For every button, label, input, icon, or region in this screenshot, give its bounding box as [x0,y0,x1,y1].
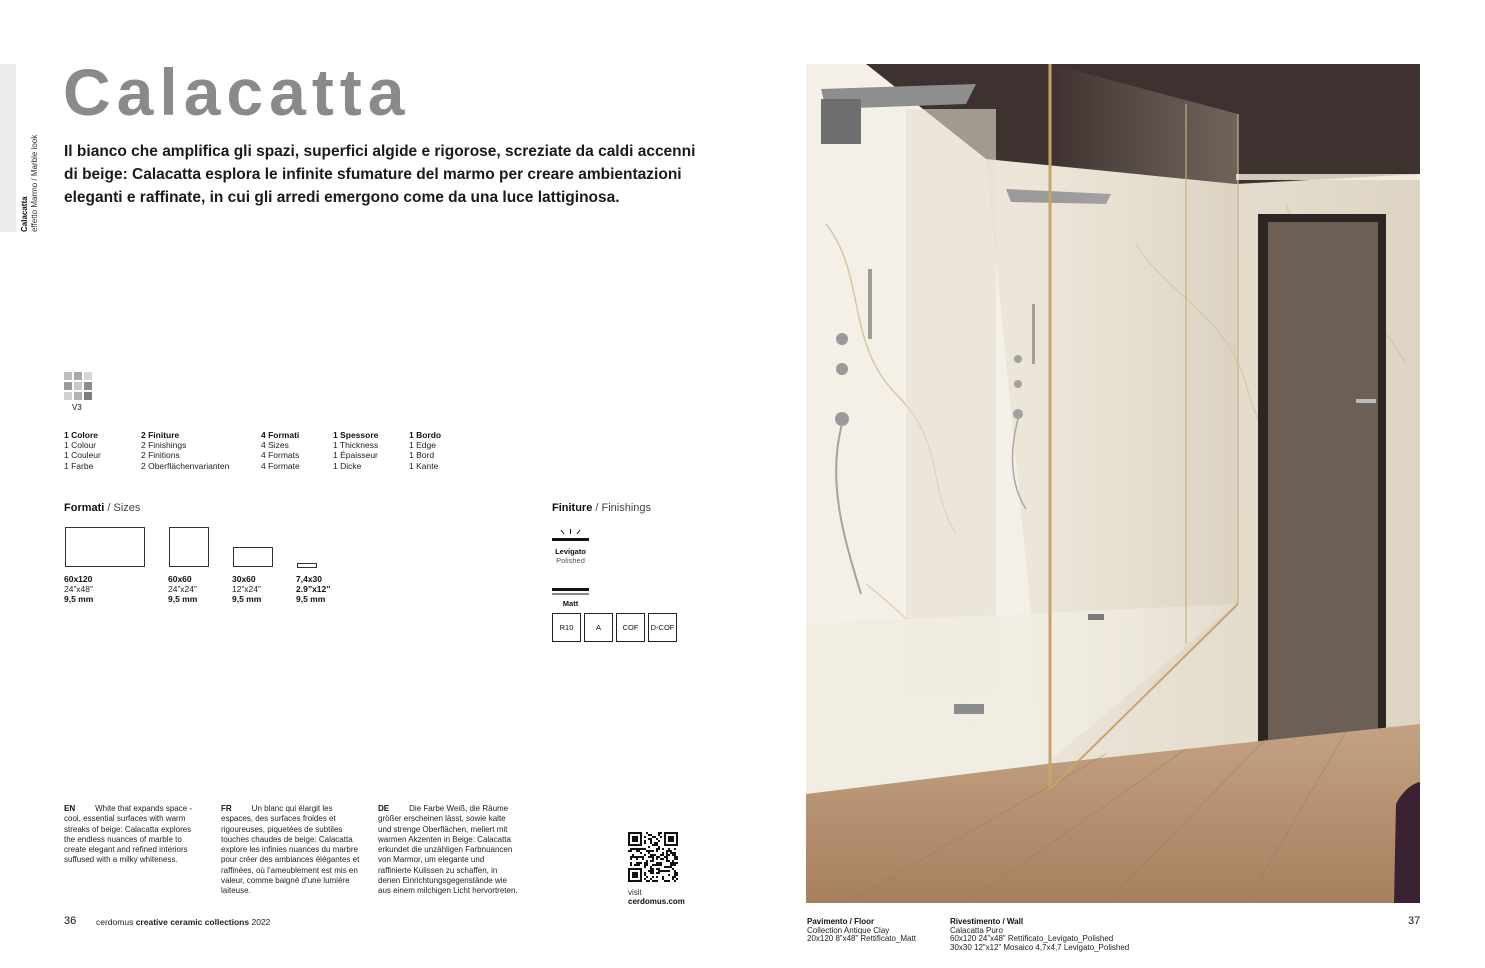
variation-code: V3 [72,403,82,412]
spec-edge [409,430,441,471]
badge-r10: R10 [552,613,581,642]
finishings-heading-en: / Finishings [595,502,652,514]
bathroom-illustration [806,64,1420,903]
spec-line: 1 Dicke [333,460,362,471]
caption-line: 20x120 8”x48” Rettificato_Matt [807,934,916,944]
spec-line: 2 Oberflächenvarianten [141,460,230,471]
brand-name: cerdomus [96,917,134,927]
polished-finish-icon [552,527,589,545]
matt-finish-icon [552,588,589,596]
swatch-cell [74,382,82,390]
caption-line: 60x120 24”x48” Rettificato_Levigato_Polished [950,934,1114,944]
size-thick: 9,5 mm [64,594,94,604]
shower-rail [1032,304,1035,364]
caption-wall-title: Rivestimento / Wall [950,917,1024,926]
spec-head: 2 Finiture [141,430,180,440]
spec-line: 1 Épaisseur [333,450,378,461]
mixer-knob-icon [836,363,848,375]
variation-grid-icon [64,372,92,400]
visit-link[interactable] [628,888,685,906]
caption-floor-title: Pavimento / Floor [807,917,875,926]
spec-line: 1 Couleur [64,450,101,461]
caption-line: Calacatta Puro [950,925,1003,935]
caption-line: 30x30 12”x12” Mosaico 4,7x4,7 Levigato_Polished [950,942,1130,952]
drain-icon [954,704,984,714]
spine-title: Calacatta [20,196,29,232]
size-thick: 9,5 mm [168,594,198,604]
swatch-cell [64,372,72,380]
caption-floor [807,918,916,944]
size-60x60-label [168,574,197,604]
spine-subtitle: effetto Marmo / Marble look [30,134,39,232]
lang-text: Un blanc qui élargit les espaces, des surfaces froides et rigoureuses, piquetées de subtiles touches chaudes de beige: Calacatta explore les infinies nuances du marbre pour créer des ambiances élégantes et raffinées, où l’ameublement est mis en valeur, comme baigné d’une lumière laiteuse. [221,804,360,896]
size-cm: 7,4x30 [296,574,322,584]
spec-head: 1 Spessore [333,430,379,440]
page-number-right: 37 [1408,915,1421,927]
swatch-cell [64,382,72,390]
variation-swatch [64,372,92,412]
spec-line: 2 Finishings [141,440,187,451]
mixer-knob-icon [1014,355,1022,363]
spec-thickness [333,430,378,471]
spine-label [20,135,40,232]
sizes-heading-it: Formati [64,502,105,514]
badge-cof: COF [616,613,645,642]
bathroom-photo [806,64,1420,903]
size-30x60-shape [233,547,273,567]
badge-dcof: D-COF [648,613,677,642]
lang-code: EN [64,804,76,813]
door [1268,222,1378,804]
door-handle-icon [1356,399,1376,403]
visit-url: cerdomus.com [628,897,685,906]
description-en [64,804,204,866]
levigato-en: Polished [556,556,585,565]
description-fr [221,804,361,897]
matt-label [550,599,591,608]
spec-head: 1 Bordo [409,430,442,440]
swatch-cell [74,392,82,400]
badge-a: A [584,613,613,642]
visit-label: visit [628,888,642,897]
size-cm: 30x60 [232,574,256,584]
lang-text: White that expands space - cool, essential surfaces with warm streaks of beige: Calacatta explores the endless nuances of marble to create elegant and refined interiors suffused with a milky whiteness. [64,804,193,865]
size-inch: 12”x24” [232,584,261,594]
spec-line: 1 Farbe [64,460,94,471]
page-title: Calacatta [63,55,411,129]
spec-head: 1 Colore [64,430,99,440]
qr-code-icon[interactable] [628,832,678,882]
lang-code: FR [221,804,232,813]
spec-line: 4 Formate [261,460,300,471]
light-cove [1236,174,1420,180]
brand-collection: creative ceramic collections [135,917,250,927]
spec-finishings [141,430,229,471]
shower-arm [821,99,861,144]
finishings-heading-it: Finiture [552,502,593,514]
size-thick: 9,5 mm [232,594,262,604]
lang-code: DE [378,804,390,813]
spec-line: 2 Finitions [141,450,180,461]
size-inch: 24”x24” [168,584,197,594]
swatch-cell [84,382,92,390]
size-60x120-shape [65,527,145,567]
swatch-cell [64,392,72,400]
spec-sizes [261,430,300,471]
spine-bar [0,64,16,232]
mixer-knob-icon [1014,380,1022,388]
size-cm: 60x120 [64,574,93,584]
footer-brand [96,917,270,927]
finishings-heading [552,502,651,514]
size-7x30-shape [297,563,317,568]
intro-paragraph: Il bianco che amplifica gli spazi, superfici algide e rigorose, screziate da caldi accenni di beige: Calacatta esplora le infinite sfumature del marmo per creare ambientazioni eleganti e raffinate, in cui gli arredi emergono come da una luce lattiginosa. [64,143,696,206]
swatch-cell [74,372,82,380]
mixer-knob-icon [836,333,848,345]
matt-text: Matt [562,599,579,608]
spec-line: 1 Kante [409,460,439,471]
swatch-cell [84,392,92,400]
mixer-knob-icon [1013,409,1023,419]
spec-head: 4 Formati [261,430,300,440]
caption-line: Collection Antique Clay [807,925,890,935]
spec-line: 1 Edge [409,440,436,451]
size-cm: 60x60 [168,574,192,584]
levigato-label [550,547,591,565]
size-7x30-label [296,574,331,604]
spec-line: 4 Sizes [261,440,289,451]
spec-line: 1 Colour [64,440,97,451]
mixer-knob-icon [835,412,849,426]
lang-text: Die Farbe Weiß, die Räume größer erscheinen lässt, sowie kalte und strenge Oberflächen, meliert mit warmen Akzenten in Beige: Calacatta erkundet die unzähligen Farbnuancen von Marmor, um elegante und raffinierte Kulissen zu schaffen, in denen Einrichtungsgegenstände wie aus einem milchigen Licht hervortreten. [378,804,518,896]
shower-rail [868,269,872,339]
levigato-it: Levigato [555,547,586,556]
brand-year: 2022 [251,917,271,927]
mosaic-panel [906,109,996,689]
description-de [378,804,518,897]
spec-line: 1 Bord [409,450,435,461]
size-60x60-shape [169,527,209,567]
size-60x120-label [64,574,93,604]
page-number-left: 36 [64,915,77,927]
drain-icon [1088,614,1104,620]
size-inch: 2.9”x12” [296,584,331,594]
sizes-heading-en: / Sizes [107,502,141,514]
swatch-cell [84,372,92,380]
caption-wall [950,918,1129,952]
spec-line: 1 Thickness [333,440,379,451]
size-30x60-label [232,574,261,604]
spec-line: 4 Formats [261,450,300,461]
size-inch: 24”x48” [64,584,93,594]
sizes-heading [64,502,140,514]
size-thick: 9,5 mm [296,594,326,604]
spec-colour [64,430,101,471]
